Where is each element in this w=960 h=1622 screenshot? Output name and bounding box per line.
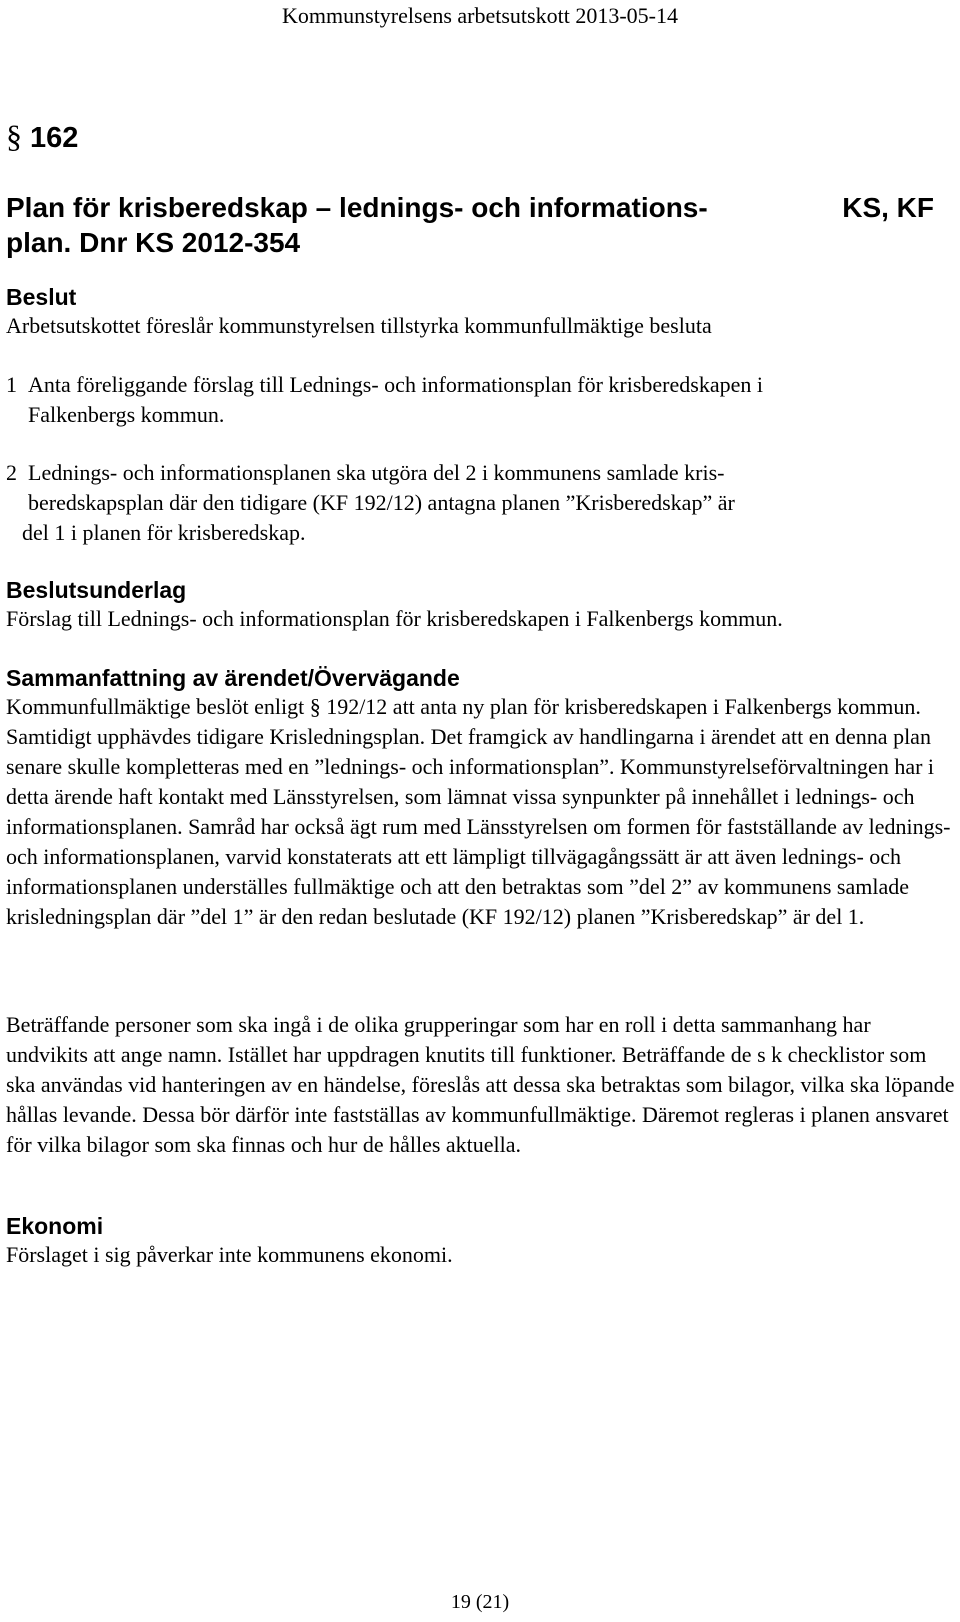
- sammanfattning-text-part-1: Kommunfullmäktige beslöt enligt: [6, 694, 305, 719]
- section-title-line-1: Plan för krisberedskap – lednings- och informations-: [6, 192, 708, 223]
- beslut-item-1-line-1: Anta föreliggande förslag till Lednings- och informationsplan för krisberedskapen i: [28, 372, 763, 397]
- beslut-item-2-line-3: del 1 i planen för krisberedskap.: [22, 520, 306, 545]
- paragraph-symbol-inline: §: [309, 694, 321, 719]
- ekonomi-text: Förslaget i sig påverkar inte kommunens ekonomi.: [6, 1242, 453, 1267]
- sammanfattning-paragraph-2: Beträffande personer som ska ingå i de olika grupperingar som har en roll i detta sammanhang har undvikits att ange namn. Istället har uppdragen knutits till funktioner. Beträffande de s k checklistor som ska användas vid hanteringen av en händelse, föreslås att dessa ska betraktas som bilagor, vilka ska löpande hållas levande. Dessa bör därför inte fastställas av kommunfullmäktige. Däremot regleras i planen ansvaret för vilka bilagor som ska finnas och hur de hålles aktuella.: [6, 1012, 955, 1157]
- paragraph-symbol: §: [6, 118, 22, 154]
- beslut-item-2: [6, 458, 956, 548]
- beslut-item-2-line-2: beredskapsplan där den tidigare (KF 192/12) antagna planen ”Krisberedskap” är: [28, 490, 735, 515]
- sammanfattning-text-part-2: 192/12 att anta ny plan för krisberedskapen i Falkenbergs kommun. Samtidigt upphävdes tidigare Krisledningsplan. Det framgick av handlingarna i ärendet att en denna plan senare skulle kompletteras med en ”lednings- och informationsplan”. Kommunstyrelseförvaltningen har i detta ärende haft kontakt med Länsstyrelsen, som lämnat vissa synpunkter på innehållet i lednings- och informationsplanen. Samråd har också ägt rum med Länsstyrelsen om formen för fastställande av lednings- och informationsplanen, varvid konstaterats att ett lämpligt tillvägagångssätt är att även lednings- och informationsplanen underställes fullmäktige och att den betraktas som ”del 2” av kommunens samlade krisledningsplan där ”del 1” är den redan beslutade (KF 192/12) planen ”Krisberedskap” är del 1.: [6, 694, 951, 929]
- beslut-item-2-line-1: Lednings- och informationsplanen ska utgöra del 2 i kommunens samlade kris-: [28, 460, 725, 485]
- section-target: KS, KF: [842, 192, 934, 223]
- heading-sammanfattning: Sammanfattning av ärendet/Övervägande: [6, 665, 460, 691]
- section-number-value: 162: [30, 122, 79, 154]
- beslut-item-1-line-2: Falkenbergs kommun.: [28, 402, 225, 427]
- heading-ekonomi: Ekonomi: [6, 1213, 104, 1239]
- heading-beslutsunderlag: Beslutsunderlag: [6, 577, 187, 603]
- beslut-intro: Arbetsutskottet föreslår kommunstyrelsen tillstyrka kommunfullmäktige besluta: [6, 313, 712, 338]
- section-title: [6, 190, 766, 260]
- heading-beslut: Beslut: [6, 284, 77, 310]
- sammanfattning-text: [6, 692, 956, 932]
- beslutsunderlag-text: Förslag till Lednings- och informationsplan för krisberedskapen i Falkenbergs kommun.: [6, 606, 783, 631]
- beslut-item-1-number: 1: [6, 372, 17, 397]
- beslut-item-2-number: 2: [6, 460, 17, 485]
- page-header: Kommunstyrelsens arbetsutskott 2013-05-14: [282, 3, 678, 28]
- section-title-line-2: plan. Dnr KS 2012-354: [6, 227, 301, 258]
- page-number: 19 (21): [450, 1591, 510, 1613]
- section-number: [6, 118, 78, 156]
- beslut-item-1: [6, 370, 956, 430]
